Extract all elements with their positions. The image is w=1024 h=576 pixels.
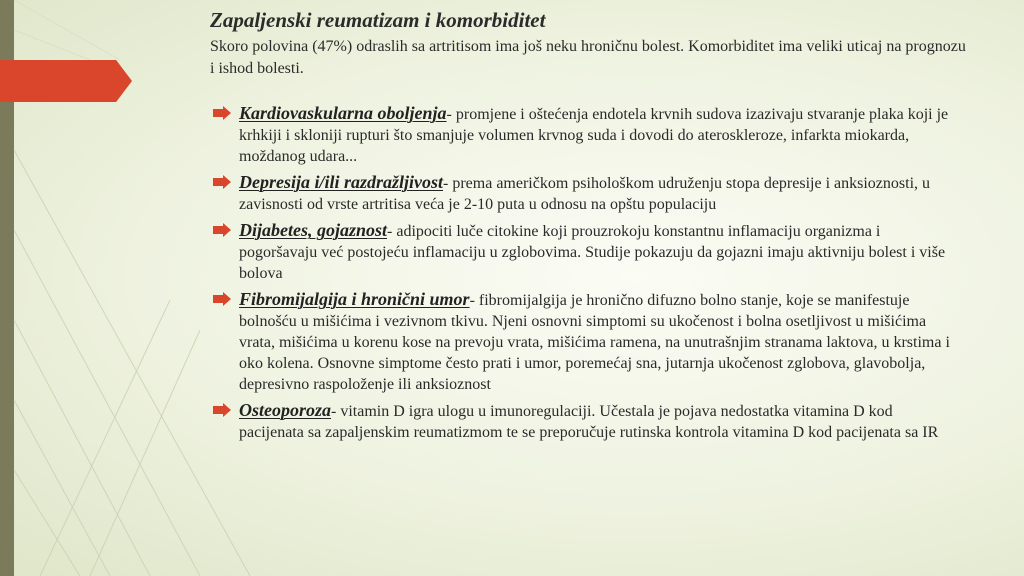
bullet-separator: - <box>387 223 397 240</box>
accent-arrow-shape <box>0 60 132 102</box>
bullet-text: vitamin D igra ulogu u imunoregulaciji. Učestala je pojava nedostatka vitamina D kod pacijenata sa zapaljenskim reumatizmom te se preporučuje rutinska kontrola vitamina D kod pacijenata sa IR <box>239 403 939 441</box>
bullet-separator: - <box>446 106 456 123</box>
bullet-item-dijabetes <box>212 220 957 284</box>
bullet-text: promjene i oštećenja endotela krvnih sudova izazivaju stvaranje plaka koji je krhkiji i skloniji rupturi što smanjuje volumen krvnog suda i dovodi do ateroskleroze, infarkta miokarda, moždanog udara... <box>239 106 949 165</box>
bullet-term: Fibromijalgija i hronični umor <box>239 289 470 309</box>
bullet-term: Depresija i/ili razdražljivost <box>239 172 444 192</box>
bullet-separator: - <box>469 292 479 309</box>
arrow-bullet-icon <box>213 175 231 189</box>
arrow-bullet-icon <box>213 106 231 120</box>
bullet-term: Osteoporoza <box>239 400 332 420</box>
arrow-bullet-icon <box>213 292 231 306</box>
bullet-term: Dijabetes, gojaznost <box>239 220 388 240</box>
slide-title: Zapaljenski reumatizam i komorbiditet <box>210 8 546 32</box>
bullet-item-depresija <box>212 172 957 215</box>
bullet-item-fibromijalgija <box>212 289 957 395</box>
bullet-item-kardiovaskularna <box>212 103 957 167</box>
arrow-bullet-icon <box>213 223 231 237</box>
bullet-separator: - <box>331 403 341 420</box>
bullet-list <box>212 103 957 448</box>
bullet-separator: - <box>443 175 453 192</box>
bullet-text: adipociti luče citokine koji prouzrokoju konstantnu inflamaciju organizma i pogoršavaju već postojeću inflamaciju u zglobovima. Studije pokazuju da gojazni imaju aktivniju bolest i više bolova <box>239 223 946 282</box>
bullet-text: fibromijalgija je hronično difuzno bolno stanje, koje se manifestuje bolnošću u mišićima i vezivnom tkivu. Njeni osnovni simptomi su ukočenost i bolna osetljivost u mišićima vrata, mišićima u korenu kose na prevoju vrata, mišićima ramena, na unutrašnjim stranama laktova, u krstima i oko kolena. Osnovne simptome često prati i umor, poremećaj sna, jutarnja ukočenost zglobova, glavobolja, depresivno raspoloženje ili anksioznost <box>239 292 950 393</box>
bullet-term: Kardiovaskularna oboljenja <box>239 103 447 123</box>
arrow-bullet-icon <box>213 403 231 417</box>
bullet-item-osteoporoza <box>212 400 957 443</box>
slide-subtitle: Skoro polovina (47%) odraslih sa artritisom ima još neku hroničnu bolest. Komorbiditet ima veliki uticaj na prognozu i ishod bolesti. <box>210 38 966 77</box>
bullet-text: prema američkom psihološkom udruženju stopa depresije i anksioznosti, u zavisnosti od vrste artritisa veća je 2-10 puta u odnosu na opštu populaciju <box>239 175 931 213</box>
